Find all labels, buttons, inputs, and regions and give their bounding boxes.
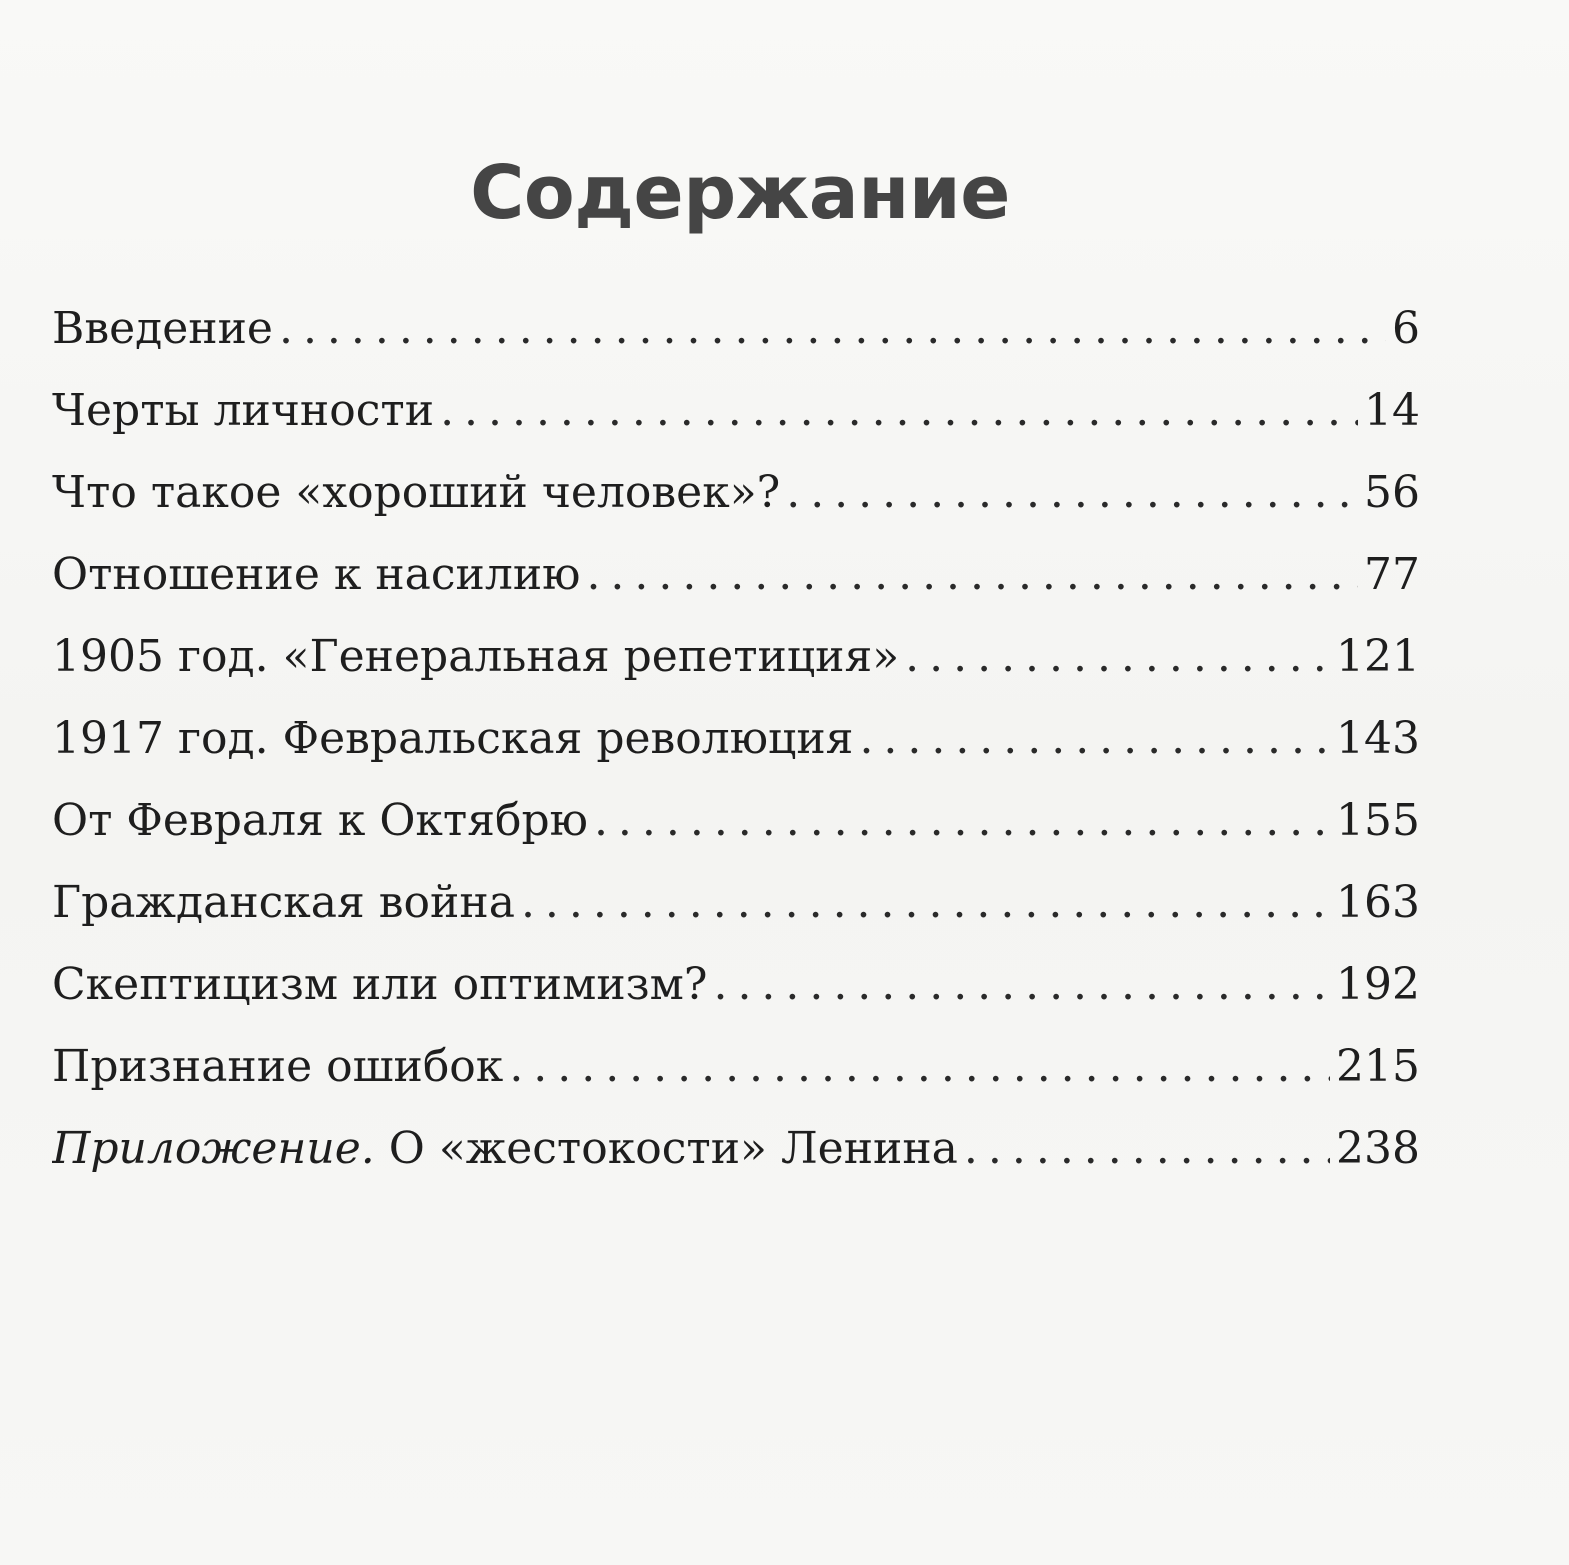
dot-leader bbox=[586, 534, 1358, 616]
toc-entry-page: 163 bbox=[1336, 877, 1420, 928]
toc-entry-title: Отношение к насилию bbox=[52, 549, 581, 600]
toc-heading: Содержание bbox=[470, 150, 1010, 236]
toc-entry-title: 1905 год. «Генеральная репетиция» bbox=[52, 631, 900, 682]
toc-entry-page: 56 bbox=[1364, 467, 1420, 518]
toc-entry-title: Скептицизм или оптимизм? bbox=[52, 959, 708, 1010]
toc-entry bbox=[52, 862, 1420, 944]
toc-entry-title: От Февраля к Октябрю bbox=[52, 795, 588, 846]
toc-list bbox=[52, 288, 1420, 1190]
dot-leader bbox=[859, 698, 1330, 780]
dot-leader bbox=[279, 288, 1386, 370]
toc-entry-page: 143 bbox=[1336, 713, 1420, 764]
toc-entry-title: Черты личности bbox=[52, 385, 435, 436]
toc-entry-title: 1917 год. Февральская революция bbox=[52, 713, 854, 764]
dot-leader bbox=[713, 944, 1330, 1026]
toc-entry-appendix bbox=[52, 1108, 1420, 1190]
toc-entry-page: 215 bbox=[1336, 1041, 1420, 1092]
dot-leader bbox=[905, 616, 1330, 698]
toc-entry bbox=[52, 534, 1420, 616]
toc-entry-title: Что такое «хороший человек»? bbox=[52, 467, 781, 518]
toc-entry bbox=[52, 288, 1420, 370]
toc-entry bbox=[52, 616, 1420, 698]
toc-entry bbox=[52, 698, 1420, 780]
toc-entry bbox=[52, 1026, 1420, 1108]
toc-entry-title: Признание ошибок bbox=[52, 1041, 504, 1092]
dot-leader bbox=[786, 452, 1358, 534]
toc-entry-page: 77 bbox=[1364, 549, 1420, 600]
appendix-label: Приложение. bbox=[52, 1123, 375, 1174]
dot-leader bbox=[440, 370, 1358, 452]
toc-entry-page: 238 bbox=[1336, 1123, 1420, 1174]
toc-entry-page: 121 bbox=[1336, 631, 1420, 682]
toc-entry bbox=[52, 780, 1420, 862]
dot-leader bbox=[509, 1026, 1330, 1108]
toc-entry bbox=[52, 452, 1420, 534]
toc-entry-page: 192 bbox=[1336, 959, 1420, 1010]
toc-entry bbox=[52, 944, 1420, 1026]
dot-leader bbox=[521, 862, 1330, 944]
dot-leader bbox=[964, 1108, 1330, 1190]
toc-entry-title: Гражданская война bbox=[52, 877, 515, 928]
toc-entry-page: 14 bbox=[1364, 385, 1420, 436]
dot-leader bbox=[594, 780, 1330, 862]
toc-entry bbox=[52, 370, 1420, 452]
toc-entry-title: Приложение. О «жестокости» Ленина bbox=[52, 1123, 958, 1174]
toc-entry-title: Введение bbox=[52, 303, 273, 354]
toc-entry-page: 6 bbox=[1392, 303, 1420, 354]
toc-entry-page: 155 bbox=[1336, 795, 1420, 846]
